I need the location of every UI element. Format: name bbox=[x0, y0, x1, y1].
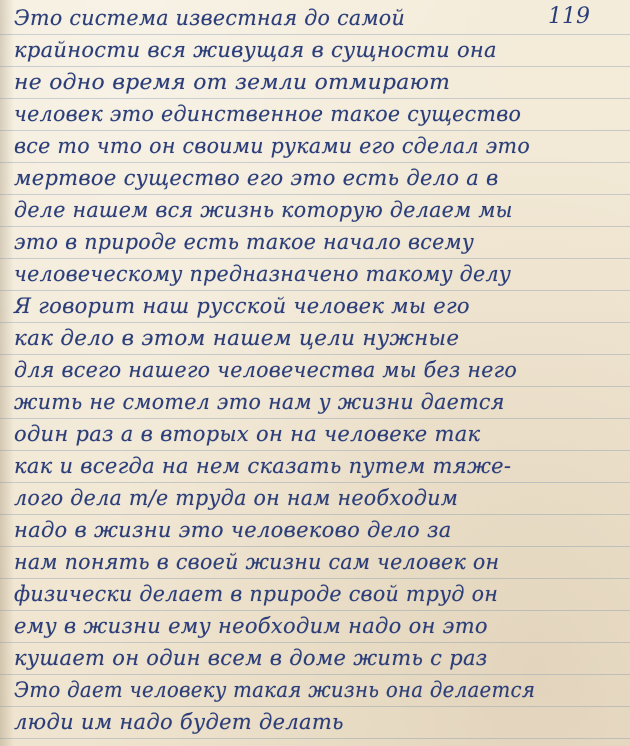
handwritten-line: жить не смотел это нам у жизни дается bbox=[14, 390, 505, 414]
handwritten-line: физически делает в природе свой труд он bbox=[14, 582, 499, 606]
rule-line bbox=[0, 514, 630, 515]
handwritten-line: человеческому предназначено такому делу bbox=[14, 262, 512, 286]
rule-line bbox=[0, 290, 630, 291]
rule-line bbox=[0, 450, 630, 451]
handwritten-line: как дело в этом нашем цели нужные bbox=[14, 326, 460, 350]
rule-line bbox=[0, 66, 630, 67]
rule-line bbox=[0, 258, 630, 259]
rule-line bbox=[0, 546, 630, 547]
handwritten-line: люди им надо будет делать bbox=[14, 710, 344, 734]
rule-line bbox=[0, 162, 630, 163]
handwritten-line: мертвое существо его это есть дело а в bbox=[14, 166, 499, 190]
handwritten-line: для всего нашего человечества мы без него bbox=[14, 358, 518, 382]
handwritten-line: крайности вся живущая в сущности она bbox=[14, 38, 497, 62]
handwritten-line: надо в жизни это человеково дело за bbox=[14, 518, 452, 542]
rule-line bbox=[0, 610, 630, 611]
rule-line bbox=[0, 674, 630, 675]
handwritten-line: один раз а в вторых он на человеке так bbox=[14, 422, 481, 446]
handwritten-line: Это система известная до самой bbox=[14, 6, 406, 30]
rule-line bbox=[0, 642, 630, 643]
rule-line bbox=[0, 706, 630, 707]
rule-line bbox=[0, 738, 630, 739]
handwritten-line: нам понять в своей жизни сам человек он bbox=[14, 550, 500, 574]
rule-line bbox=[0, 322, 630, 323]
rule-line bbox=[0, 226, 630, 227]
handwritten-line: это в природе есть такое начало всему bbox=[14, 230, 475, 254]
handwritten-line: ему в жизни ему необходим надо он это bbox=[14, 614, 488, 638]
rule-line bbox=[0, 130, 630, 131]
handwritten-line: все то что он своими руками его сделал это bbox=[14, 134, 531, 158]
handwritten-line: кушает он один всем в доме жить с раз bbox=[14, 646, 488, 670]
rule-line bbox=[0, 98, 630, 99]
rule-line bbox=[0, 418, 630, 419]
handwritten-line: лого дела т/е труда он нам необходим bbox=[14, 486, 459, 510]
rule-line bbox=[0, 386, 630, 387]
handwritten-line: не одно время от земли отмирают bbox=[14, 70, 451, 94]
page-edge-shadow bbox=[0, 0, 14, 746]
handwritten-line: Я говорит наш русской человек мы его bbox=[14, 294, 470, 318]
handwritten-line: человек это единственное такое существо bbox=[14, 102, 522, 126]
rule-line bbox=[0, 354, 630, 355]
rule-line bbox=[0, 482, 630, 483]
rule-line bbox=[0, 578, 630, 579]
rule-line bbox=[0, 34, 630, 35]
page-number: 119 bbox=[548, 4, 590, 29]
rule-line bbox=[0, 194, 630, 195]
handwritten-line: деле нашем вся жизнь которую делаем мы bbox=[14, 198, 513, 222]
handwritten-line: Это дает человеку такая жизнь она делается bbox=[14, 678, 536, 702]
handwritten-line: как и всегда на нем сказать путем тяже- bbox=[14, 454, 512, 478]
